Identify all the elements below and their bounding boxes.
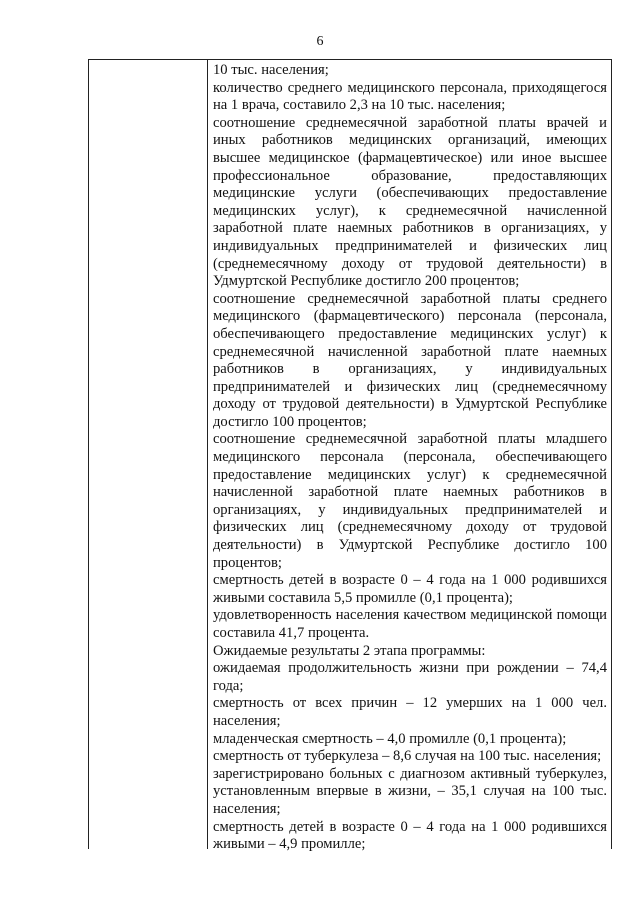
paragraph: соотношение среднемесячной заработной платы младшего медицинского персонала (персонала, обеспечивающего предоставление медицинских услуг) к среднемесячной начисленной заработной плате наемных работников в организациях, у индивидуальных предпринимателей и физических лиц (среднемесячному доходу от трудовой деятельности) в Удмуртской Республике достигло 100 процентов; xyxy=(213,431,607,571)
paragraph: соотношение среднемесячной заработной платы врачей и иных работников медицинских организаций, имеющих высшее медицинское (фармацевтическое) или иное высшее профессиональное образование, предоставляющих медицинские услуги (обеспечивающих предоставление медицинских услуг), к среднемесячной начисленной заработной плате наемных работников в организациях, у индивидуальных предпринимателей и физических лиц (среднемесячному доходу от трудовой деятельности) в Удмуртской Республике достигло 200 процентов; xyxy=(213,114,607,290)
paragraph: ожидаемая продолжительность жизни при рождении – 74,4 года; xyxy=(213,660,607,694)
table-cell-content xyxy=(213,62,607,854)
column-divider xyxy=(207,60,208,849)
paragraph: зарегистрировано больных с диагнозом активный туберкулез, установленным впервые в жизни, – 35,1 случая на 100 тыс. населения; xyxy=(213,765,607,817)
paragraph: Ожидаемые результаты 2 этапа программы: xyxy=(213,642,486,659)
paragraph: количество среднего медицинского персонала, приходящегося на 1 врача, составило 2,3 на 10 тыс. населения; xyxy=(213,79,607,114)
paragraph: смертность детей в возрасте 0 – 4 года на 1 000 родившихся живыми – 4,9 промилле; xyxy=(213,818,607,853)
document-table xyxy=(88,59,612,853)
paragraph: 10 тыс. населения; xyxy=(213,62,329,78)
paragraph: младенческая смертность – 4,0 промилле (0,1 процента); xyxy=(213,730,567,747)
paragraph: смертность детей в возрасте 0 – 4 года на 1 000 родившихся живыми составила 5,5 промилле (0,1 процента); xyxy=(213,572,607,606)
paragraph: смертность от туберкулеза – 8,6 случая на 100 тыс. населения; xyxy=(213,748,602,765)
page-number: 6 xyxy=(316,34,324,49)
paragraph: удовлетворенность населения качеством медицинской помощи составила 41,7 процента. xyxy=(213,607,607,641)
paragraph: соотношение среднемесячной заработной платы среднего медицинского (фармацевтического) персонала (персонала, обеспечивающего предоставление медицинских услуг) к среднемесячной начисленной заработной плате наемных работников в организациях, у индивидуальных предпринимателей и физических лиц (среднемесячному доходу от трудовой деятельности) в Удмуртской Республике достигло 100 процентов; xyxy=(213,290,607,430)
paragraph: смертность от всех причин – 12 умерших на 1 000 чел. населения; xyxy=(213,695,607,729)
